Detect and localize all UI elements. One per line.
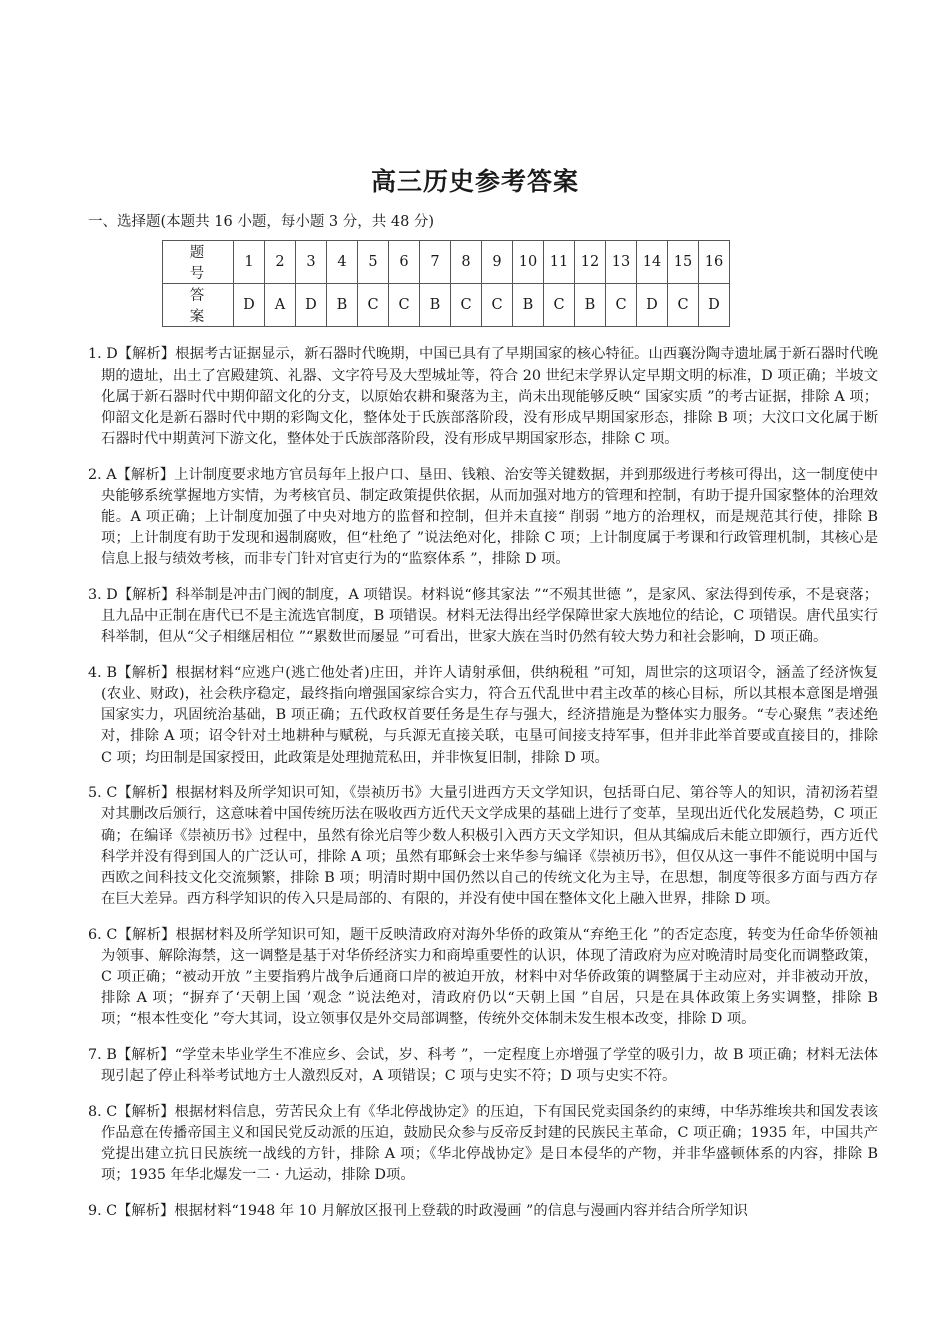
question-number: 11 [544,241,575,284]
answer-cell: B [513,284,544,327]
question-number: 7 [420,241,451,284]
question-number: 10 [513,241,544,284]
question-number: 8 [451,241,482,284]
question-number: 15 [668,241,699,284]
explanation-item: 8. C【解析】根据材料信息，劳苦民众上有《华北停战协定》的压迫，下有国民党卖国条约的束缚，中华苏维埃共和国发表该作品意在传播帝国主义和国民党反动派的压迫，鼓励民众参与反帝反封建的民族民主革命，C 项正确；1935 年，中国共产党提出建立抗日民族统一战线的方针，排除 A 项；《华北停战协定》是日本侵华的产物，并非华盛顿体系的内容，排除 B 项；1935 年华北爆发一二 · 九运动，排除 D项。 [88,1103,878,1184]
question-number: 5 [358,241,389,284]
answer-cell: D [234,284,265,327]
question-number: 6 [389,241,420,284]
answer-cell: D [699,284,730,327]
explanation-item: 4. B【解析】根据材料“应逃户(逃亡他处者)庄田，并许人请射承佃，供纳税租 ”可知，周世宗的这项诏令，涵盖了经济恢复(农业、财政)，社会秩序稳定，最终指向增强国家综合实力，符合五代乱世中君主改革的核心目标，所以其根本意图是增强国家实力，巩固统治基础，B 项正确；五代政权首要任务是生存与强大，经济措施是为整体实力服务。“专心聚焦 ”表述绝对，排除 A 项；诏令针对土地耕种与赋税，与兵源无直接关联，屯垦可间接支持军事，但并非此举首要或直接目的，排除 C 项；均田制是国家授田，此政策是处理抛荒私田，并非恢复旧制，排除 D 项。 [88,664,878,766]
explanation-item: 7. B【解析】“学堂未毕业学生不准应乡、会试，岁、科考 ”，一定程度上亦增强了学堂的吸引力，故 B 项正确；材料无法体现引起了停止科举考试地方士人激烈反对，A 项错误；C 项与史实不符；D 项与史实不符。 [88,1046,878,1085]
answer-cell: C [451,284,482,327]
row-label-number: 题 号 [163,241,234,284]
section-heading: 一、选择题(本题共 16 小题，每小题 3 分，共 48 分) [88,214,435,230]
question-number: 2 [265,241,296,284]
answer-cell: B [327,284,358,327]
answer-cell: A [265,284,296,327]
explanation-item: 3. D【解析】科举制是冲击门阀的制度，A 项错误。材料说“修其家法 ”“不殒其世德 ”，是家风、家法得到传承，不是衰落；且九品中正制在唐代已不是主流选官制度，B 项错误。材料无法得出经学保障世家大族地位的结论，C 项错误。唐代虽实行科举制，但从“父子相继居相位 ”“累数世而屡显 ”可看出，世家大族在当时仍然有较大势力和社会影响，D 项正确。 [88,586,878,646]
row-label-answer: 答 案 [163,284,234,327]
answer-cell: C [668,284,699,327]
question-number: 3 [296,241,327,284]
answer-cell: D [296,284,327,327]
explanation-item: 5. C【解析】根据材料及所学知识可知，《崇祯历书》大量引进西方天文学知识，包括哥白尼、第谷等人的知识，清初汤若望对其删改后颁行，这意味着中国传统历法在吸收西方近代天文学成果的基础上进行了变革，呈现出近代化发展趋势，C 项正确；在编译《崇祯历书》过程中，虽然有徐光启等少数人积极引入西方天文学知识，但从其编成后未能立即颁行，西方近代科学并没有得到国人的广泛认可，排除 A 项；虽然有耶稣会士来华参与编译《崇祯历书》，但仅从这一事件不能说明中国与西欧之间科技文化交流频繁，排除 B 项；明清时期中国仍然以自己的传统文化为主导，在思想，制度等很多方面与西方存在巨大差异。西方科学知识的传入只是局部的、有限的，并没有使中国在整体文化上融入世界，排除 D 项。 [88,785,878,908]
answer-cell: C [389,284,420,327]
answer-cell: C [482,284,513,327]
question-number: 9 [482,241,513,284]
explanation-item: 9. C【解析】根据材料“1948 年 10 月解放区报刊上登载的时政漫画 ”的信息与漫画内容并结合所学知识 [88,1202,748,1219]
explanation-item: 6. C【解析】根据材料及所学知识可知，题干反映清政府对海外华侨的政策从“弃绝王化 ”的否定态度，转变为任命华侨领袖为领事、解除海禁，这一调整是基于对华侨经济实力和商埠重要性的认识，体现了清政府为应对晚清时局变化而调整政策，C 项正确；“被动开放 ”主要指鸦片战争后通商口岸的被迫开放，材料中对华侨政策的调整属于主动应对，并非被动开放，排除 A 项；“摒弃了‘天朝上国 ’观念 ”说法绝对，清政府仍以“天朝上国 ”自居，只是在具体政策上务实调整，排除 B 项；“根本性变化 ”夸大其词，设立领事仅是外交局部调整，传统外交体制未发生根本改变，排除 D 项。 [88,926,878,1028]
question-number: 13 [606,241,637,284]
question-number: 14 [637,241,668,284]
explanation-item: 1. D【解析】根据考古证据显示，新石器时代晚期，中国已具有了早期国家的核心特征。山西襄汾陶寺遗址属于新石器时代晚期的遗址，出土了宫殿建筑、礼器、文字符号及大型城址等，符合 20 世纪末学界认定早期文明的标准，D 项正确；半坡文化属于新石器时代中期仰韶文化的分支，以原始农耕和聚落为主，尚未出现能够反映“ 国家实质 ”的考古证据，排除 A 项；仰韶文化是新石器时代中期的彩陶文化，整体处于氏族部落阶段，没有形成早期国家形态，排除 B 项；大汶口文化属于断石器时代中期黄河下游文化，整体处于氏族部落阶段，没有形成早期国家形态，排除 C 项。 [88,346,878,448]
answer-cell: C [358,284,389,327]
answer-cell: D [637,284,668,327]
answer-cell: C [606,284,637,327]
answer-cell: C [544,284,575,327]
answer-cell: B [420,284,451,327]
question-number: 16 [699,241,730,284]
question-number: 1 [234,241,265,284]
page-title: 高三历史参考答案 [370,167,579,196]
question-number-row [163,241,730,284]
answer-cell: B [575,284,606,327]
question-number: 12 [575,241,606,284]
explanation-list [88,330,878,1231]
answer-table [162,240,730,327]
answer-row [163,284,730,327]
explanation-item: 2. A【解析】上计制度要求地方官员每年上报户口、垦田、钱粮、治安等关键数据，并到那级进行考核可得出，这一制度使中央能够系统掌握地方实情，为考核官员、制定政策提供依据，从而加强对地方的管理和控制，有助于提升国家整体的治理效能。A 项正确；上计制度加强了中央对地方的监督和控制，但并未直接“ 削弱 ”地方的治理权，而是规范其行使，排除 B 项；上计制度有助于发现和遏制腐败，但“杜绝了 ”说法绝对化，排除 C 项；上计制度属于考课和行政管理机制，其核心是信息上报与绩效考核，而非专门针对官吏行为的“监察体系 ”，排除 D 项。 [88,466,878,568]
question-number: 4 [327,241,358,284]
